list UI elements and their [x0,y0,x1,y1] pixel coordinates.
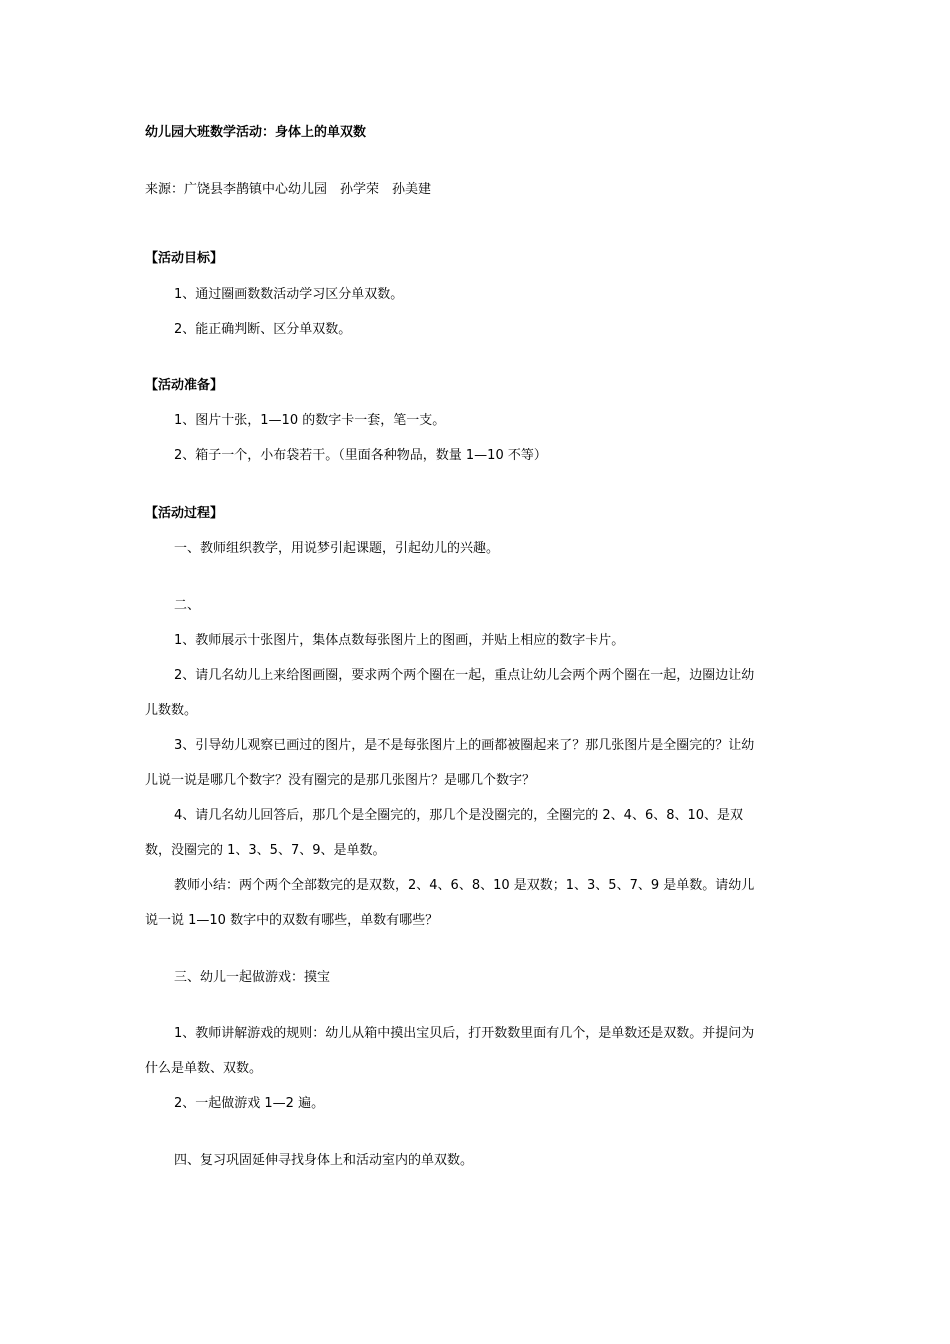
step2-item-3-line-2: 儿说一说是哪几个数字？没有圈完的是那几张图片？是哪几个数字？ [145,773,536,788]
process-step-3: 三、幼儿一起做游戏：摸宝 [174,970,331,985]
step2-item-1: 1、教师展示十张图片，集体点数每张图片上的图画，并贴上相应的数字卡片。 [174,633,625,648]
goals-heading: 【活动目标】 [145,251,224,266]
source-line: 来源：广饶县李鹊镇中心幼儿园 孙学荣 孙美建 [145,182,432,197]
teacher-summary-line-1: 教师小结：两个两个全部数完的是双数，2、4、6、8、10 是双数；1、3、5、7、9 是单数。请幼儿 [174,878,755,893]
preparation-heading: 【活动准备】 [145,378,224,393]
goals-item-2: 2、能正确判断、区分单双数。 [174,322,352,337]
step2-item-3-line-1: 3、引导幼儿观察已画过的图片，是不是每张图片上的画都被圈起来了？那几张图片是全圈完的？让幼 [174,738,755,753]
step2-item-2-line-2: 儿数数。 [145,703,198,718]
process-step-2-label: 二、 [174,598,201,613]
step2-item-2-line-1: 2、请几名幼儿上来给图画圈，要求两个两个圈在一起，重点让幼儿会两个两个圈在一起，边圈边让幼 [174,668,755,683]
teacher-summary-line-2: 说一说 1—10 数字中的双数有哪些，单数有哪些？ [145,913,439,928]
process-step-1: 一、教师组织教学，用说梦引起课题，引起幼儿的兴趣。 [174,541,500,556]
preparation-item-2: 2、箱子一个，小布袋若干。（里面各种物品，数量 1—10 不等） [174,448,547,463]
document-title: 幼儿园大班数学活动：身体上的单双数 [145,125,367,140]
goals-item-1: 1、通过圈画数数活动学习区分单双数。 [174,287,404,302]
process-heading: 【活动过程】 [145,506,224,521]
step3-item-1-line-1: 1、教师讲解游戏的规则：幼儿从箱中摸出宝贝后，打开数数里面有几个，是单数还是双数。并提问为 [174,1026,755,1041]
preparation-item-1: 1、图片十张，1—10 的数字卡一套，笔一支。 [174,413,446,428]
step3-item-1-line-2: 什么是单数、双数。 [145,1061,263,1076]
step3-item-2: 2、一起做游戏 1—2 遍。 [174,1096,325,1111]
step2-item-4-line-2: 数，没圈完的 1、3、5、7、9、是单数。 [145,843,386,858]
step2-item-4-line-1: 4、请几名幼儿回答后，那几个是全圈完的，那几个是没圈完的，全圈完的 2、4、6、8、10、是双 [174,808,744,823]
process-step-4: 四、复习巩固延伸寻找身体上和活动室内的单双数。 [174,1153,474,1168]
